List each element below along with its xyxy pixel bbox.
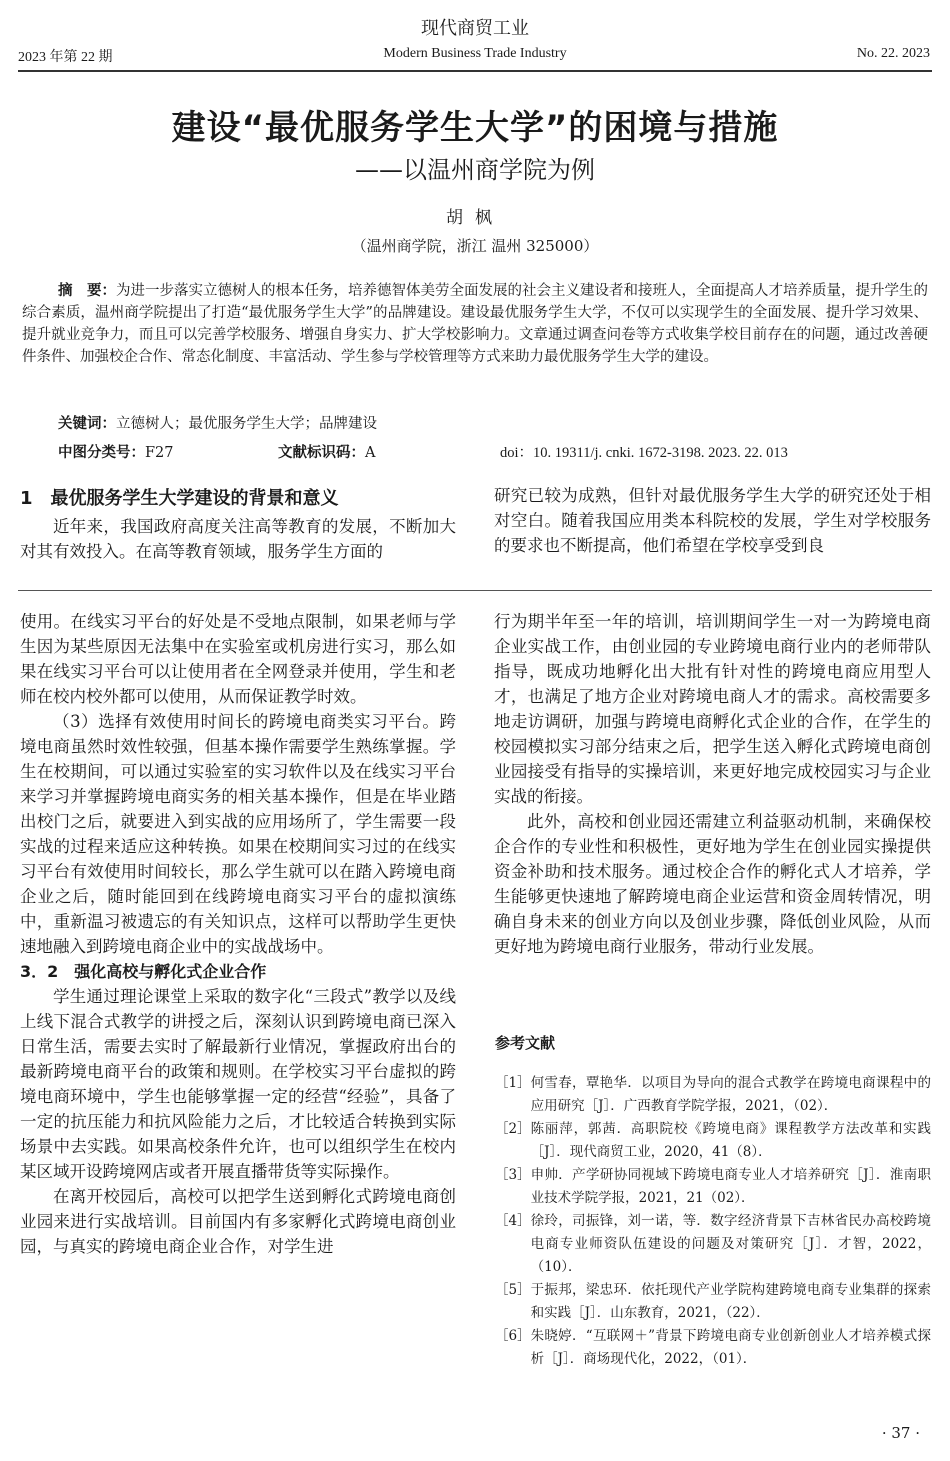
reference-number: ［3］ <box>495 1167 531 1183</box>
doc-code-value: A <box>365 445 376 461</box>
page-number: · 37 · <box>881 1424 920 1442</box>
author-affiliation: （温州商学院，浙江 温州 325000） <box>351 237 599 255</box>
author-name: 胡枫 <box>446 208 504 228</box>
section-1-right-text <box>494 483 931 558</box>
reference-text: 申帅．产学研协同视域下跨境电商专业人才培养研究［J］．淮南职业技术学院学报，2021，21（02）． <box>530 1167 931 1206</box>
abstract <box>22 280 928 368</box>
section-3-2-heading: 3．2 强化高校与孵化式企业合作 <box>20 962 267 981</box>
article-subtitle: ——以温州商学院为例 <box>355 156 595 184</box>
journal-name-en: Modern Business Trade Industry <box>383 46 567 61</box>
reference-text: 何雪春，覃艳华．以项目为导向的混合式教学在跨境电商课程中的应用研究［J］．广西教育学院学报，2021，（02）． <box>530 1075 931 1114</box>
references-heading: 参考文献 <box>495 1034 556 1052</box>
reference-text: 朱晓婷．“互联网＋”背景下跨境电商专业创新创业人才培养模式探析［J］．商场现代化，2022，（01）． <box>530 1328 931 1367</box>
keywords <box>58 412 377 433</box>
reference-number: ［2］ <box>495 1121 531 1137</box>
paragraph: （3）选择有效使用时间长的跨境电商类实习平台。跨境电商虽然时效性较强，但基本操作需要学生熟练掌握。学生在校期间，可以通过实验室的实习软件以及在线实习平台来学习并掌握跨境电商实务的相关基本操作，但是在毕业踏出校门之后，就要进入到实战的应用场所了，学生需要一段实战的过程来适应这种转换。如果在校期间实习过的在线实习平台有效使用时间较长，那么学生就可以在踏入跨境电商企业之后，随时能回到在线跨境电商实习平台的虚拟演练中，重新温习被遗忘的有关知识点，这样可以帮助学生更快速地融入到跨境电商企业中的实战战场中。 <box>20 712 456 956</box>
clc-label: 中图分类号： <box>58 445 145 461</box>
reference-number: ［5］ <box>495 1282 531 1298</box>
reference-item <box>495 1164 931 1210</box>
keywords-label: 关键词： <box>58 416 116 432</box>
lower-right-column <box>494 609 931 959</box>
page-divider <box>18 590 932 591</box>
paragraph: 此外，高校和创业园还需建立利益驱动机制，来确保校企合作的专业性和积极性，更好地为学生在创业园实操提供资金补助和技术服务。通过校企合作的孵化式人才培养，学生能够更快速地了解跨境电商企业运营和资金周转情况，明确自身未来的创业方向以及创业步骤，降低创业风险，从而更好地为跨境电商行业服务，带动行业发展。 <box>494 812 931 956</box>
document-code <box>278 441 375 462</box>
clc-value: F27 <box>145 445 174 461</box>
reference-number: ［1］ <box>495 1075 531 1091</box>
reference-item <box>495 1325 931 1371</box>
abstract-text: 为进一步落实立德树人的根本任务，培养德智体美劳全面发展的社会主义建设者和接班人，全面提高人才培养质量，提升学生的综合素质，温州商学院提出了打造“最优服务学生大学”的品牌建设。建设最优服务学生大学，不仅可以实现学生的全面发展、提升学习效果、提升就业竞争力，而且可以完善学校服务、增强自身实力、扩大学校影响力。文章通过调查问卷等方式收集学校目前存在的问题，通过改善硬件条件、加强校企合作、常态化制度、丰富活动、学生参与学校管理等方式来助力最优服务学生大学的建设。 <box>22 283 928 365</box>
paragraph: 在离开校园后，高校可以把学生送到孵化式跨境电商创业园来进行实战培训。目前国内有多家孵化式跨境电商创业园，与真实的跨境电商企业合作，对学生进 <box>20 1187 456 1256</box>
section-1-paragraph-cont: 研究已较为成熟，但针对最优服务学生大学的研究还处于相对空白。随着我国应用类本科院校的发展，学生对学校服务的要求也不断提高，他们希望在学校享受到良 <box>494 486 931 555</box>
header-divider <box>18 70 932 72</box>
keywords-text: 立德树人；最优服务学生大学；品牌建设 <box>116 416 377 432</box>
issue-label: 2023 年第 22 期 <box>18 50 113 65</box>
issue-number: No. 22. 2023 <box>856 46 930 61</box>
journal-name: 现代商贸工业 <box>421 18 529 39</box>
doc-code-label: 文献标识码： <box>278 445 365 461</box>
lower-left-column <box>20 609 456 1259</box>
reference-number: ［6］ <box>495 1328 531 1344</box>
reference-number: ［4］ <box>495 1213 531 1229</box>
reference-item <box>495 1210 931 1279</box>
reference-text: 徐玲，司振锋，刘一诺，等．数字经济背景下吉林省民办高校跨境电商专业师资队伍建设的问题及对策研究［J］．才智，2022，（10）． <box>530 1213 931 1275</box>
reference-item <box>495 1118 931 1164</box>
article-title: 建设“最优服务学生大学”的困境与措施 <box>171 108 779 148</box>
reference-item <box>495 1279 931 1325</box>
reference-item <box>495 1072 931 1118</box>
clc-number <box>58 441 174 462</box>
paragraph: 使用。在线实习平台的好处是不受地点限制，如果老师与学生因为某些原因无法集中在实验室或机房进行实习，那么如果在线实习平台可以让使用者在全网登录并使用，学生和老师在校内校外都可以使用，从而保证教学时效。 <box>20 612 456 706</box>
section-1-heading: 1 最优服务学生大学建设的背景和意义 <box>20 488 339 509</box>
section-1-left-text <box>20 514 456 564</box>
paragraph: 行为期半年至一年的培训，培训期间学生一对一为跨境电商企业实战工作，由创业园的专业跨境电商行业内的老师带队指导，既成功地孵化出大批有针对性的跨境电商应用型人才，也满足了地方企业对跨境电商人才的需求。高校需要多地走访调研，加强与跨境电商孵化式企业的合作，在学生的校园模拟实习部分结束之后，把学生送入孵化式跨境电商创业园接受有指导的实操培训，来更好地完成校园实习与企业实战的衔接。 <box>494 612 931 806</box>
abstract-label: 摘 要： <box>58 283 116 299</box>
reference-text: 于振邦，梁忠环．依托现代产业学院构建跨境电商专业集群的探索和实践［J］．山东教育，2021，（22）． <box>530 1282 931 1321</box>
paragraph: 学生通过理论课堂上采取的数字化“三段式”教学以及线上线下混合式教学的讲授之后，深刻认识到跨境电商已深入日常生活，需要去实时了解最新行业情况，掌握政府出台的最新跨境电商平台的政策和规则。在学校实习平台虚拟的跨境电商环境中，学生也能够掌握一定的经营“经验”，具备了一定的抗压能力和抗风险能力之后，才比较适合转换到实际场景中去实践。如果高校条件允许，也可以组织学生在校内某区域开设跨境网店或者开展直播带货等实际操作。 <box>20 987 456 1181</box>
reference-text: 陈丽萍，郭茜．高职院校《跨境电商》课程教学方法改革和实践［J］．现代商贸工业，2020，41（8）． <box>530 1121 931 1160</box>
section-1-paragraph: 近年来，我国政府高度关注高等教育的发展，不断加大对其有效投入。在高等教育领域，服务学生方面的 <box>20 517 456 561</box>
doi: doi：10. 19311/j. cnki. 1672-3198. 2023. 22. 013 <box>500 445 788 461</box>
references-list <box>495 1072 931 1371</box>
